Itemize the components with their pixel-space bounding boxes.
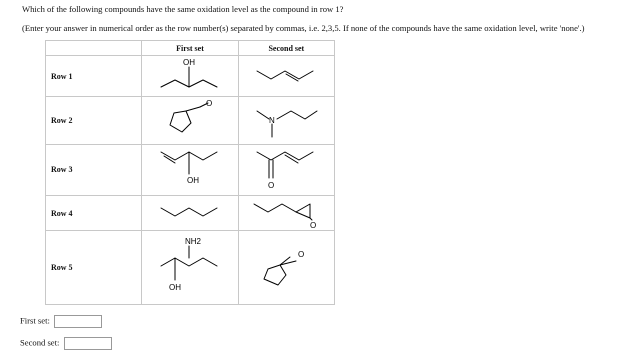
table-row: [46, 144, 335, 195]
header-blank: [46, 41, 142, 56]
alcohol-structure: [155, 57, 225, 95]
question-instructions: (Enter your answer in numerical order as the row number(s) separated by commas, i.e. 2,3,5. If none of the compounds have the same oxidation level, write 'none'.): [22, 23, 585, 33]
row-label: Row 3: [46, 144, 142, 195]
first-set-input[interactable]: [54, 315, 102, 328]
second-set-answer-row: [20, 337, 112, 350]
table-row: [46, 56, 335, 97]
question-text: Which of the following compounds have the same oxidation level as the compound in row 1?: [22, 4, 344, 14]
svg-text:OH: OH: [186, 175, 199, 185]
svg-text:O: O: [205, 98, 213, 108]
svg-text:OH: OH: [182, 58, 195, 68]
amino-alcohol-structure: [155, 236, 225, 300]
amine-structure: [251, 99, 321, 143]
first-set-label: First set:: [20, 315, 50, 326]
second-set-compound-5: [238, 231, 334, 305]
alkene-structure: [251, 61, 321, 91]
first-set-compound-5: [142, 231, 238, 305]
cyclopentyl-ketone-structure: [160, 99, 220, 143]
second-set-input[interactable]: [64, 337, 112, 350]
first-set-compound-4: [142, 196, 238, 231]
header-second-set: Second set: [238, 41, 334, 56]
svg-text:O: O: [310, 221, 317, 231]
row-label: Row 2: [46, 97, 142, 144]
compounds-table: [45, 40, 335, 305]
row-label: Row 4: [46, 196, 142, 231]
first-set-compound-2: [142, 97, 238, 144]
table-row: [46, 196, 335, 231]
svg-text:O: O: [298, 249, 305, 259]
second-set-compound-2: [238, 97, 334, 144]
table-row: [46, 231, 335, 305]
first-set-compound-3: [142, 144, 238, 195]
allylic-alcohol-structure: [155, 146, 225, 194]
second-set-compound-4: [238, 196, 334, 231]
svg-text:O: O: [268, 180, 275, 190]
svg-text:OH: OH: [168, 282, 181, 292]
enone-structure: [251, 146, 321, 194]
row-label: Row 1: [46, 56, 142, 97]
header-first-set: First set: [142, 41, 238, 56]
second-set-label: Second set:: [20, 337, 60, 348]
alkane-structure: [155, 200, 225, 226]
first-set-answer-row: [20, 315, 102, 328]
epoxide-structure: [248, 198, 324, 231]
cyclopentyl-epoxide-structure: [256, 243, 316, 293]
row-label: Row 5: [46, 231, 142, 305]
second-set-compound-3: [238, 144, 334, 195]
table-row: [46, 97, 335, 144]
first-set-compound-1: [142, 56, 238, 97]
second-set-compound-1: [238, 56, 334, 97]
svg-text:NH2: NH2: [184, 236, 201, 246]
svg-text:N: N: [269, 115, 276, 125]
